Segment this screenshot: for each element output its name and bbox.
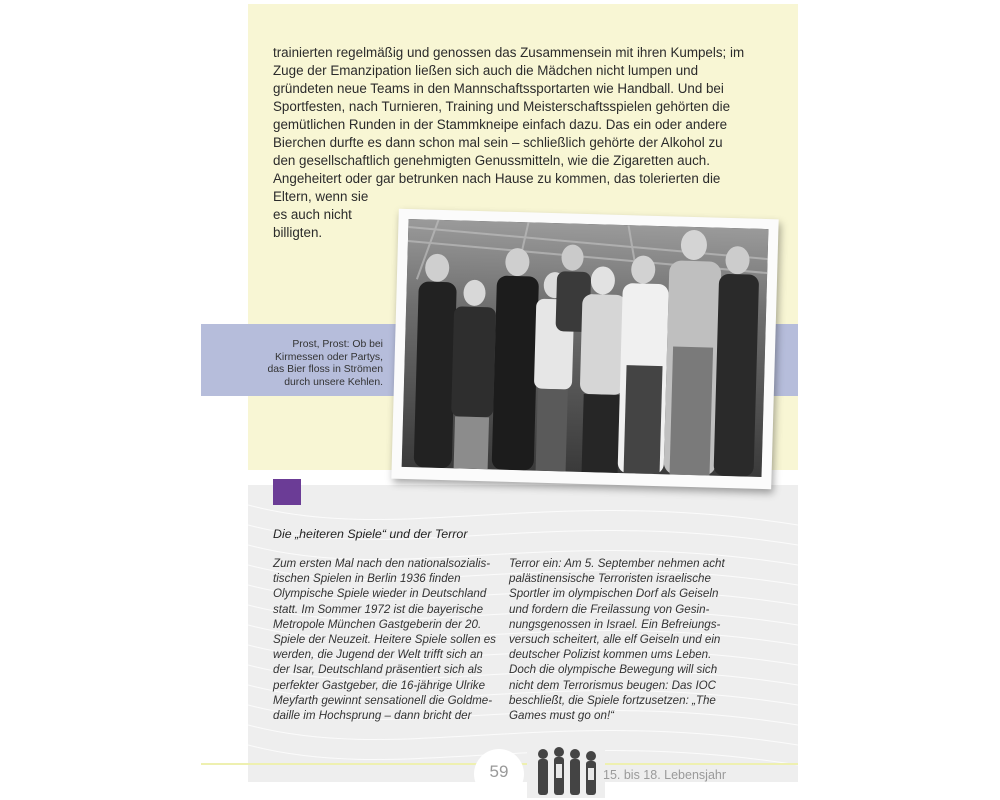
box-line: deutscher Polizist kommen ums Leben. (509, 648, 712, 662)
body-text-line: Angeheitert oder gar betrunken nach Hause zu kommen, das tolerierten die (273, 171, 721, 186)
body-text-line: Sportfesten, nach Turnieren, Training und Meisterschaftsspielen gehörten die (273, 99, 731, 114)
box-column-right (509, 556, 739, 723)
box-line: statt. Im Sommer 1972 ist die bayerische (273, 602, 484, 616)
group-photo (402, 219, 769, 477)
box-column-left (273, 556, 503, 723)
body-text-line: den gesellschaftlich genehmigten Genussmitteln, wie die Zigaretten auch. (273, 153, 710, 168)
accent-square (273, 479, 301, 505)
box-line: nungsgenossen in Israel. Ein Befreiungs- (509, 617, 721, 631)
body-text-line: Zuge der Emanzipation ließen sich auch die Mädchen nicht lumpen und (273, 63, 699, 78)
box-line: werden, die Jugend der Welt trifft sich an (273, 648, 483, 662)
box-line: Olympische Spiele wieder in Deutschland (273, 587, 487, 601)
caption-line: durch unsere Kehlen. (284, 376, 383, 388)
body-text-line: Bierchen durfte es dann schon mal sein – schließlich gehörte der Alkohol zu (273, 135, 723, 150)
box-line: Spiele der Neuzeit. Heitere Spiele sollen es (273, 633, 496, 647)
footer-figures-icon (527, 744, 605, 798)
box-line: Meyfarth gewinnt sensationell die Goldme- (273, 693, 493, 707)
body-text-line: gemütlichen Runden in der Stammkneipe einfach dazu. Das ein oder andere (273, 117, 728, 132)
body-text-line: trainierten regelmäßig und genossen das Zusammensein mit ihren Kumpels; im (273, 45, 745, 60)
box-line: Games must go on!“ (509, 709, 615, 723)
photo-frame (391, 209, 778, 490)
box-line: Sportler im olympischen Dorf als Geiseln (509, 587, 719, 601)
body-text-line: Eltern, wenn sie (273, 189, 369, 204)
box-line: und fordern die Freilassung von Gesin- (509, 602, 710, 616)
box-line: der Isar, Deutschland präsentiert sich als (273, 663, 483, 677)
group-photo-illustration (402, 219, 769, 477)
box-line: beschließt, die Spiele fortzusetzen: „The (509, 693, 716, 707)
footer-section-label: 15. bis 18. Lebensjahr (603, 768, 727, 782)
photo-caption (250, 339, 383, 389)
body-text-line: gründeten neue Teams in den Mannschaftssportarten wie Handball. Und bei (273, 81, 724, 96)
box-line: versuch scheitert, alle elf Geiseln und ein (509, 633, 721, 647)
caption-line: Prost, Prost: Ob bei (292, 339, 383, 350)
box-title: Die „heiteren Spiele“ und der Terror (273, 527, 468, 541)
caption-line: Kirmessen oder Partys, (275, 351, 383, 363)
box-line: Doch die olympische Bewegung will sich (509, 663, 718, 677)
box-line: Zum ersten Mal nach den nationalsozialis- (273, 557, 491, 570)
body-text-line: es auch nicht (273, 207, 352, 222)
box-line: tischen Spielen in Berlin 1936 finden (273, 572, 461, 586)
body-text-line: billigten. (273, 225, 323, 240)
box-line: nicht dem Terrorismus beugen: Das IOC (509, 678, 717, 692)
box-line: palästinensische Terroristen israelische (509, 572, 711, 586)
box-line: perfekter Gastgeber, die 16-jährige Ulrike (273, 678, 486, 692)
page-number: 59 (489, 762, 509, 781)
box-line: daille im Hochsprung – dann bricht der (273, 709, 472, 723)
caption-line: das Bier floss in Strömen (267, 364, 383, 375)
box-line: Metropole München Gastgeberin der 20. (273, 617, 482, 631)
box-line: Terror ein: Am 5. September nehmen acht (509, 557, 725, 570)
